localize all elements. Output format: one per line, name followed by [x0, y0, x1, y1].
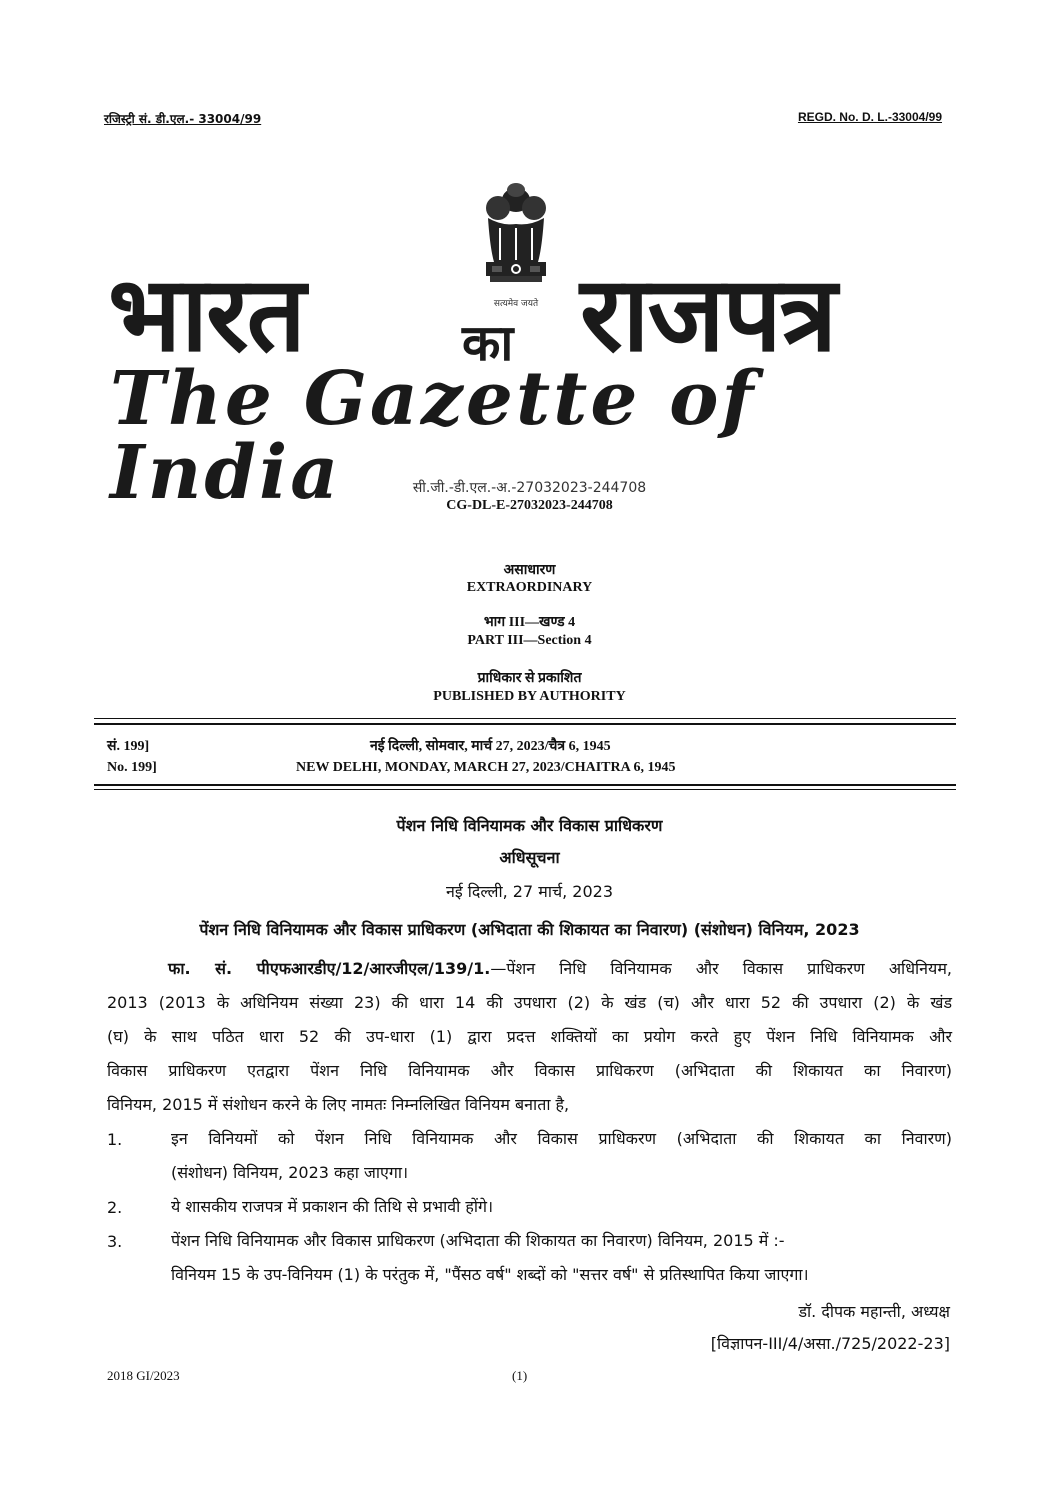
cg-code-hindi: सी.जी.-डी.एल.-अ.-27032023-244708	[412, 480, 647, 496]
preamble-first-line	[168, 952, 952, 986]
masthead-english: The Gazette of India	[110, 356, 757, 516]
file-number: फा. सं. पीएफआरडीए/12/आरजीएल/139/1.	[168, 959, 491, 978]
issue-number-hindi: सं. 199]	[107, 739, 150, 754]
part-hindi: भाग III—खण्ड 4	[483, 615, 576, 630]
item-text: (संशोधन) विनियम, 2023 कहा जाएगा।	[171, 1163, 409, 1182]
advertisement-number: [विज्ञापन-III/4/असा./725/2022-23]	[710, 1334, 950, 1353]
issue-date-english: NEW DELHI, MONDAY, MARCH 27, 2023/CHAITRA 6, 1945	[296, 760, 676, 775]
extraordinary-english: EXTRAORDINARY	[466, 580, 593, 595]
preamble-line: —पेंशन निधि विनियामक और विकास प्राधिकरण अधिनियम,	[490, 959, 952, 978]
preamble-line: 2013 (2013 के अधिनियम संख्या 23) की धारा 14 की उपधारा (2) के खंड (च) और धारा 52 की उपधारा (2) के खंड	[107, 993, 952, 1012]
authority-heading: पेंशन निधि विनियामक और विकास प्राधिकरण	[396, 816, 663, 835]
notification-heading: अधिसूचना	[499, 848, 560, 867]
issue-date-hindi: नई दिल्ली, सोमवार, मार्च 27, 2023/चैत्र 6, 1945	[370, 739, 611, 754]
cg-code-english: CG-DL-E-27032023-244708	[446, 498, 613, 513]
issue-number-english: No. 199]	[107, 760, 157, 775]
item-text: विनियम 15 के उप-विनियम (1) के परंतुक में, "पैंसठ वर्ष" शब्दों को "सत्तर वर्ष" से प्रतिस्थापित किया जाएगा।	[171, 1265, 809, 1284]
footer-code: 2018 GI/2023	[107, 1368, 180, 1383]
extraordinary-hindi: असाधारण	[503, 563, 556, 578]
regd-number-hindi: रजिस्ट्री सं. डी.एल.- 33004/99	[104, 112, 262, 126]
item-text: पेंशन निधि विनियामक और विकास प्राधिकरण (अभिदाता की शिकायत का निवारण) विनियम, 2015 में :-	[171, 1231, 785, 1250]
national-emblem-icon	[470, 178, 562, 318]
preamble-line: विकास प्राधिकरण एतद्वारा पेंशन निधि विनियामक और विकास प्राधिकरण (अभिदाता की शिकायत का निवारण)	[107, 1061, 952, 1080]
regulation-title: पेंशन निधि विनियामक और विकास प्राधिकरण (अभिदाता की शिकायत का निवारण) (संशोधन) विनियम, 2023	[199, 920, 860, 939]
item-text: इन विनियमों को पेंशन निधि विनियामक और विकास प्राधिकरण (अभिदाता की शिकायत का निवारण)	[171, 1129, 952, 1148]
masthead-hindi-bharat: भारत	[108, 253, 304, 375]
divider-top-thick	[94, 723, 956, 725]
divider-top	[94, 718, 956, 719]
place-date: नई दिल्ली, 27 मार्च, 2023	[445, 882, 614, 901]
authority-english: PUBLISHED BY AUTHORITY	[433, 689, 626, 704]
divider-issue-thin	[94, 789, 956, 790]
item-number: 3.	[107, 1232, 123, 1251]
authority-hindi: प्राधिकार से प्रकाशित	[477, 671, 582, 686]
regd-number-english: REGD. No. D. L.-33004/99	[797, 110, 942, 124]
page-number: (1)	[512, 1368, 528, 1383]
item-number: 1.	[107, 1130, 123, 1149]
masthead-hindi-rajpatra: राजपत्र	[580, 253, 836, 375]
item-text: ये शासकीय राजपत्र में प्रकाशन की तिथि से प्रभावी होंगे।	[171, 1197, 494, 1216]
signatory: डॉ. दीपक महान्ती, अध्यक्ष	[798, 1302, 950, 1321]
preamble-line: (घ) के साथ पठित धारा 52 की उप-धारा (1) द्वारा प्रदत्त शक्तियों का प्रयोग करते हुए पेंशन निधि विनियामक और	[107, 1027, 952, 1046]
preamble-line: विनियम, 2015 में संशोधन करने के लिए नामतः निम्नलिखित विनियम बनाता है,	[107, 1095, 570, 1114]
masthead-hindi-ka: का	[462, 314, 514, 372]
item-number: 2.	[107, 1198, 123, 1217]
emblem-motto: सत्यमेव जयते	[493, 299, 539, 309]
divider-issue	[94, 784, 956, 786]
part-english: PART III—Section 4	[467, 633, 592, 648]
